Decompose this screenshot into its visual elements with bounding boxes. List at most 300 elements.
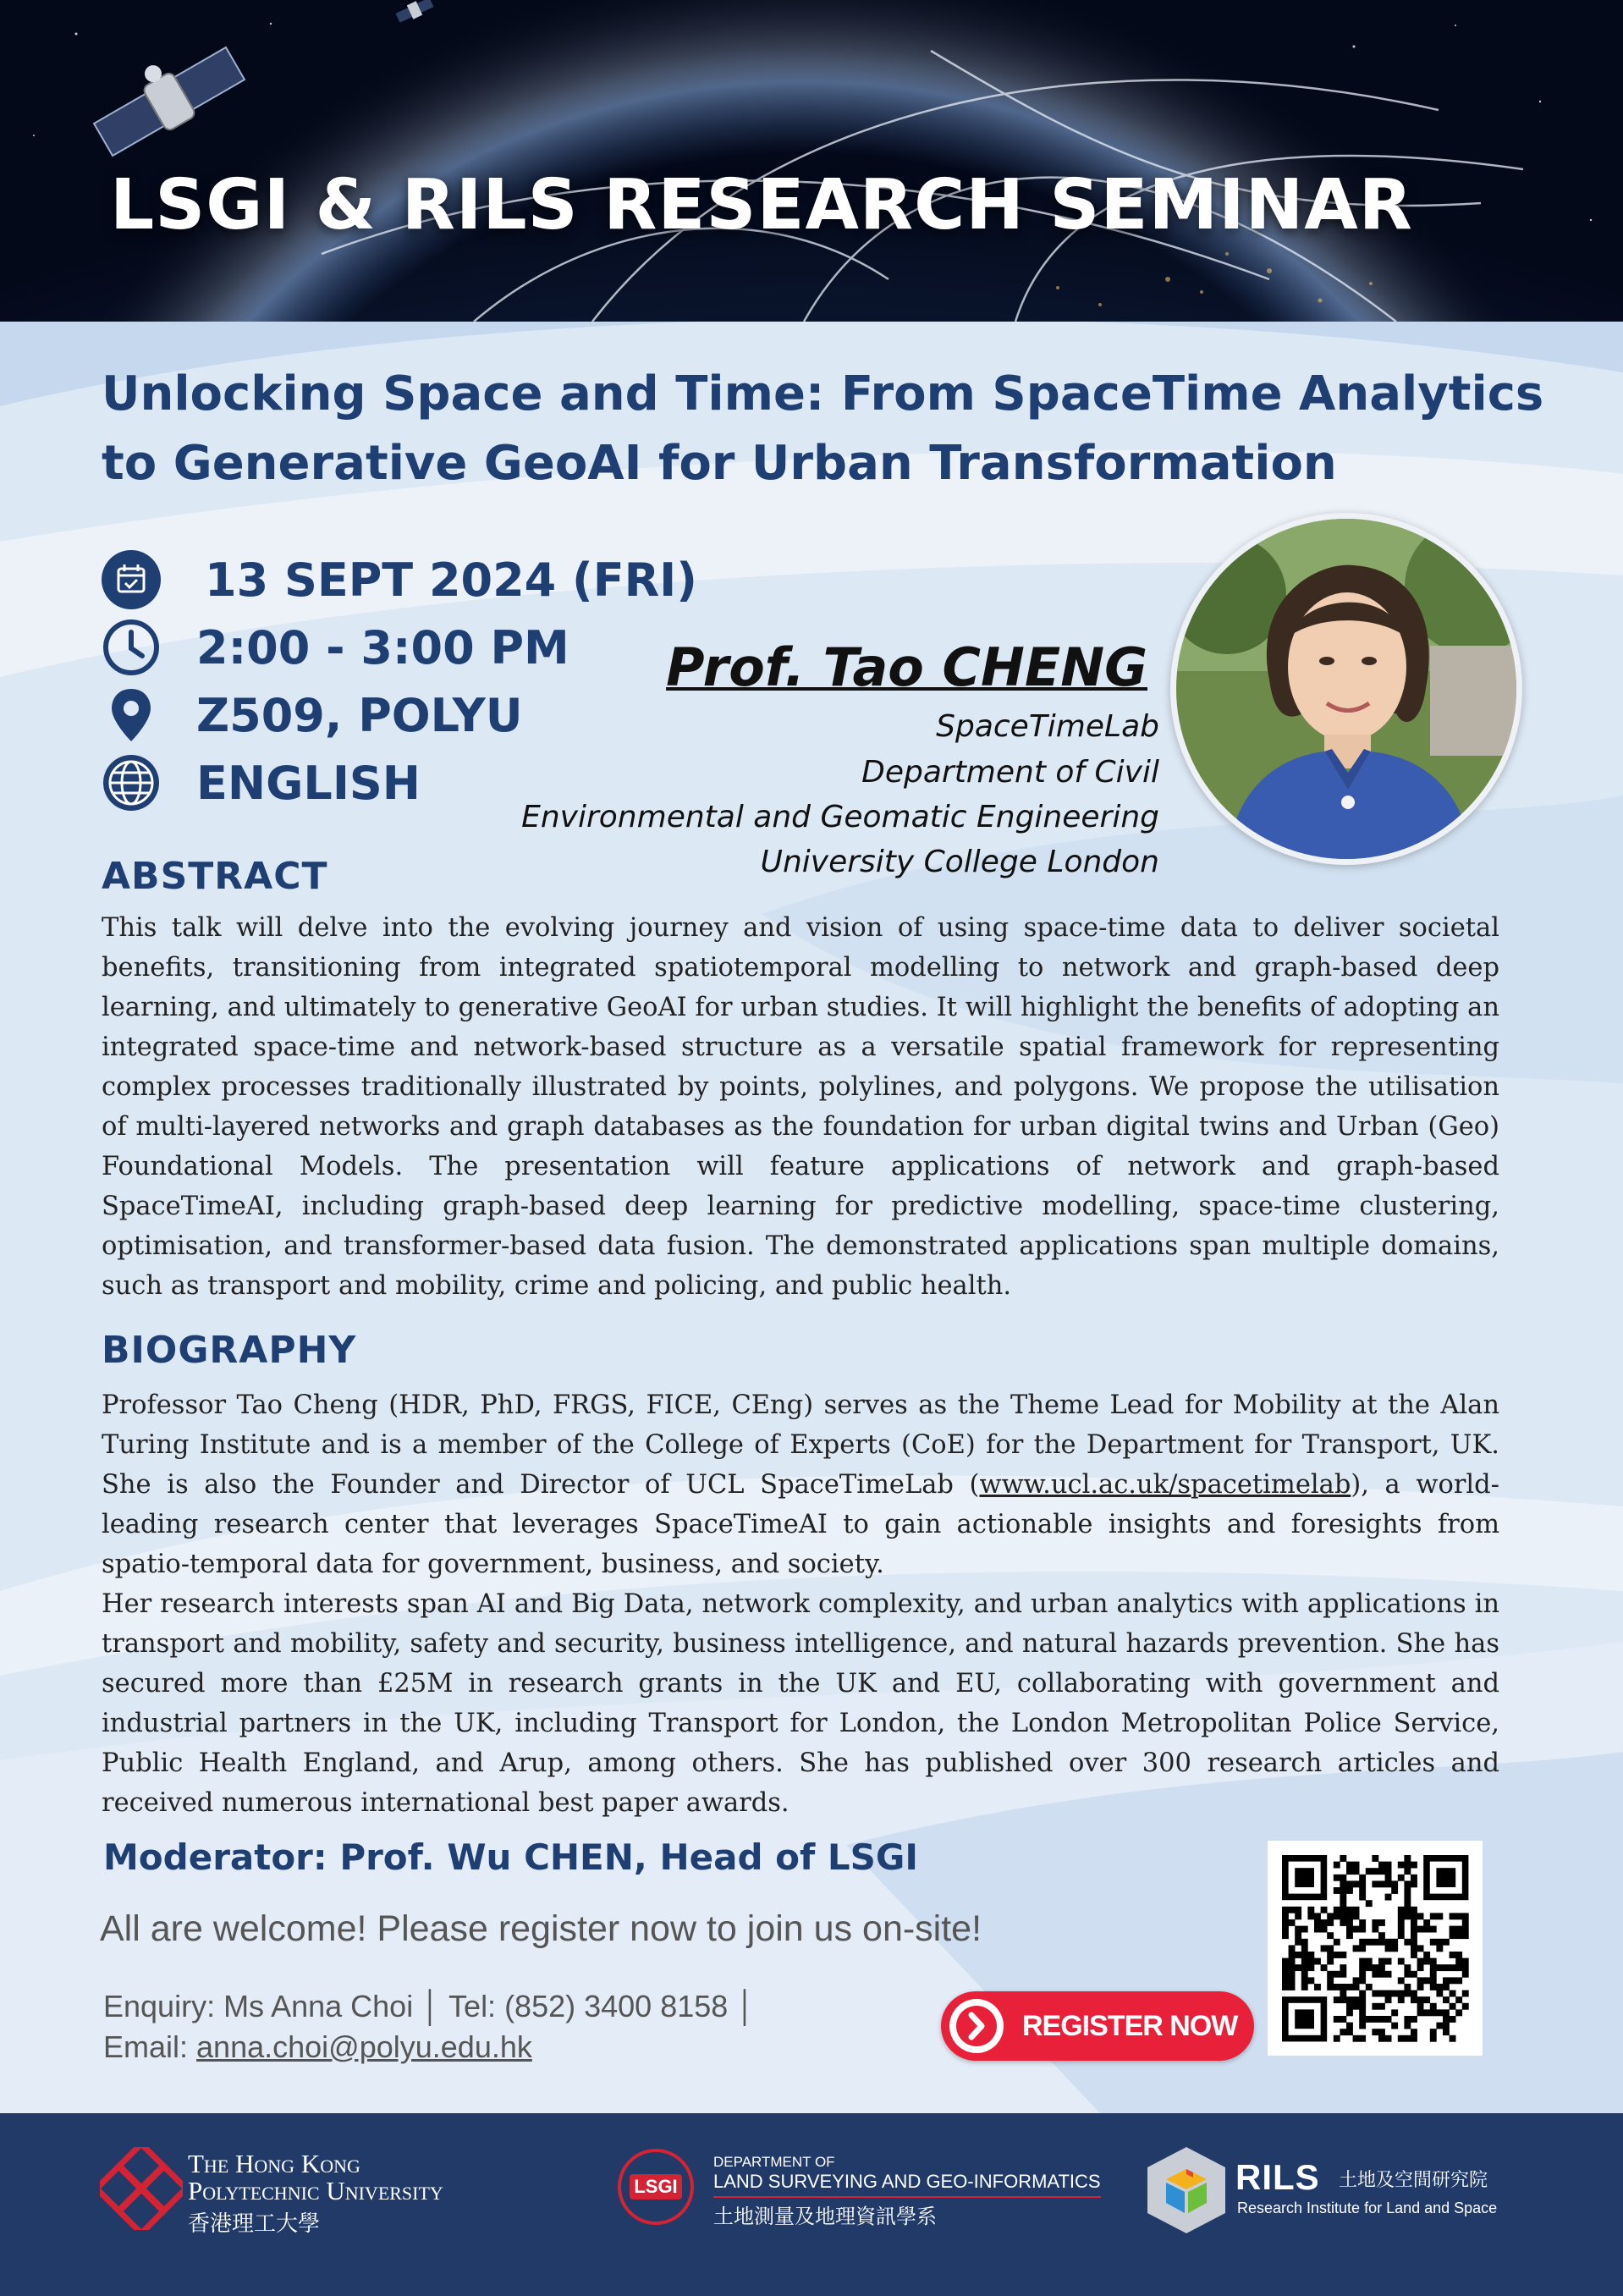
qr-module	[1334, 1913, 1340, 1919]
qr-module	[1359, 1964, 1366, 1971]
qr-module	[1282, 1958, 1289, 1965]
lsgi-logo	[618, 2149, 694, 2225]
qr-module	[1372, 2003, 1378, 2010]
qr-module	[1372, 1880, 1378, 1887]
qr-module	[1340, 1964, 1346, 1971]
qr-module	[1455, 2009, 1462, 2016]
qr-module	[1366, 1964, 1373, 1971]
qr-module	[1417, 1964, 1424, 1971]
qr-module	[1366, 2016, 1373, 2023]
qr-module	[1314, 1926, 1321, 1933]
qr-module	[1378, 2029, 1385, 2035]
qr-module	[1411, 1880, 1417, 1887]
qr-module	[1455, 1977, 1462, 1984]
polyu-name-chinese: 香港理工大學	[188, 2211, 321, 2236]
speaker-department: Department of Civil	[861, 755, 1159, 790]
qr-module	[1404, 1868, 1411, 1875]
qr-module	[1289, 1958, 1296, 1965]
qr-module	[1417, 1958, 1424, 1965]
qr-module	[1282, 1971, 1289, 1978]
qr-module	[1340, 1900, 1346, 1907]
qr-module	[1417, 1984, 1424, 1990]
qr-module	[1359, 2035, 1366, 2042]
language-row	[102, 753, 421, 812]
speaker-photo	[1170, 513, 1522, 865]
qr-module	[1443, 1996, 1450, 2003]
qr-module	[1411, 1913, 1417, 1919]
qr-module	[1321, 1926, 1328, 1933]
qr-module	[1404, 1939, 1411, 1946]
qr-module	[1411, 1952, 1417, 1958]
qr-module	[1366, 1958, 1373, 1965]
qr-finder-pattern	[1295, 2009, 1314, 2029]
qr-module	[1346, 2023, 1353, 2029]
qr-module	[1462, 1932, 1469, 1939]
rils-cube-icon	[1142, 2144, 1230, 2237]
qr-module	[1346, 2009, 1353, 2016]
qr-module	[1430, 1984, 1437, 1990]
qr-module	[1314, 1919, 1321, 1926]
qr-module	[1404, 1894, 1411, 1901]
qr-module	[1282, 1964, 1289, 1971]
qr-module	[1346, 2029, 1353, 2035]
qr-module	[1353, 1945, 1360, 1952]
qr-module	[1430, 1964, 1437, 1971]
qr-module	[1423, 1977, 1430, 1984]
qr-module	[1450, 2003, 1456, 2010]
qr-module	[1359, 1926, 1366, 1933]
qr-module	[1340, 1880, 1346, 1887]
seminar-time: 2:00 - 3:00 PM	[196, 620, 569, 674]
qr-module	[1436, 1990, 1443, 1997]
qr-module	[1443, 2009, 1450, 2016]
qr-module	[1450, 2035, 1456, 2042]
qr-module	[1455, 1996, 1462, 2003]
qr-module	[1289, 1971, 1296, 1978]
speaker-university: University College London	[760, 845, 1159, 879]
talk-title	[102, 360, 1557, 498]
qr-module	[1411, 2029, 1417, 2035]
qr-module	[1301, 1984, 1308, 1990]
qr-module	[1462, 1913, 1469, 1919]
qr-module	[1385, 1945, 1392, 1952]
qr-module	[1391, 1945, 1398, 1952]
time-row	[102, 618, 569, 677]
qr-module	[1430, 2029, 1437, 2035]
email-line	[103, 2029, 532, 2065]
biography-text-a: Professor Tao Cheng (HDR, PhD, FRGS, FICE, CEng) serves as the Theme Lead for Mobility at the Alan Turing Institute and is a member of the College of Experts (CoE) for the Department for Transport, UK. She is also the Founder and Director of UCL SpaceTimeLab (	[102, 1390, 1499, 1500]
qr-module	[1417, 1977, 1424, 1984]
polyu-emblem-icon	[100, 2147, 183, 2230]
qr-module	[1404, 1907, 1411, 1913]
qr-module	[1353, 1880, 1360, 1887]
qr-module	[1359, 1919, 1366, 1926]
qr-module	[1411, 1907, 1417, 1913]
qr-module	[1307, 1913, 1314, 1919]
qr-module	[1404, 2023, 1411, 2029]
qr-module	[1462, 1958, 1469, 1965]
qr-module	[1378, 1932, 1385, 1939]
biography-paragraph-1	[102, 1385, 1499, 1584]
qr-module	[1398, 1926, 1405, 1933]
qr-module	[1282, 1907, 1289, 1913]
qr-module	[1378, 1958, 1385, 1965]
lsgi-dept-chinese: 土地測量及地理資訊學系	[713, 2205, 937, 2228]
qr-module	[1301, 1958, 1308, 1965]
qr-module	[1289, 1964, 1296, 1971]
qr-module	[1353, 1862, 1360, 1869]
qr-module	[1462, 1990, 1469, 1997]
qr-module	[1404, 1862, 1411, 1869]
qr-module	[1462, 1926, 1469, 1933]
qr-module	[1289, 1919, 1296, 1926]
qr-module	[1398, 1875, 1405, 1881]
spacetimelab-link[interactable]: www.ucl.ac.uk/spacetimelab	[979, 1470, 1351, 1500]
register-label: REGISTER NOW	[1022, 2009, 1238, 2042]
qr-module	[1282, 1919, 1289, 1926]
qr-module	[1417, 1996, 1424, 2003]
qr-module	[1353, 1926, 1360, 1933]
qr-module	[1353, 1984, 1360, 1990]
qr-module	[1372, 1971, 1378, 1978]
lsgi-dept-label: DEPARTMENT OF	[713, 2154, 835, 2170]
qr-module	[1359, 1990, 1366, 1997]
rils-logo	[1142, 2144, 1230, 2237]
qr-module	[1340, 1887, 1346, 1894]
qr-module	[1378, 1971, 1385, 1978]
qr-module	[1423, 1996, 1430, 2003]
qr-module	[1372, 1919, 1378, 1926]
qr-module	[1430, 1971, 1437, 1978]
qr-module	[1436, 2023, 1443, 2029]
qr-module	[1353, 1868, 1360, 1875]
qr-module	[1378, 1880, 1385, 1887]
qr-module	[1404, 1900, 1411, 1907]
qr-module	[1301, 1939, 1308, 1946]
qr-module	[1289, 1907, 1296, 1913]
qr-module	[1411, 1990, 1417, 1997]
qr-module	[1340, 1913, 1346, 1919]
qr-module	[1436, 1945, 1443, 1952]
rils-english-name: Research Institute for Land and Space	[1237, 2200, 1498, 2216]
qr-module	[1346, 2003, 1353, 2010]
qr-module	[1378, 1862, 1385, 1869]
qr-module	[1295, 1913, 1301, 1919]
qr-module	[1334, 1996, 1340, 2003]
qr-module	[1372, 2029, 1378, 2035]
qr-module	[1372, 1964, 1378, 1971]
qr-module	[1430, 2035, 1437, 2042]
qr-module	[1346, 1932, 1353, 1939]
qr-module	[1455, 1926, 1462, 1933]
qr-module	[1443, 1939, 1450, 1946]
qr-module	[1436, 1964, 1443, 1971]
qr-module	[1411, 1932, 1417, 1939]
qr-module	[1404, 1913, 1411, 1919]
email-link[interactable]: anna.choi@polyu.edu.hk	[196, 2029, 532, 2064]
earth-night-image	[0, 0, 1623, 322]
qr-module	[1443, 1984, 1450, 1990]
qr-module	[1443, 2016, 1450, 2023]
qr-module	[1340, 1894, 1346, 1901]
qr-module	[1282, 1913, 1289, 1919]
email-label: Email:	[103, 2029, 197, 2064]
qr-module	[1391, 1880, 1398, 1887]
qr-module	[1462, 1964, 1469, 1971]
seminar-date: 13 SEPT 2024 (FRI)	[205, 553, 697, 607]
qr-module	[1411, 1875, 1417, 1881]
qr-module	[1450, 1990, 1456, 1997]
qr-module	[1334, 2035, 1340, 2042]
qr-module	[1334, 1907, 1340, 1913]
qr-module	[1450, 2016, 1456, 2023]
qr-module	[1398, 1996, 1405, 2003]
qr-module	[1307, 1958, 1314, 1965]
speaker-department-cont: Environmental and Geomatic Engineering	[521, 800, 1159, 834]
qr-module	[1404, 1984, 1411, 1990]
qr-module	[1359, 2003, 1366, 2010]
qr-module	[1391, 2009, 1398, 2016]
qr-module	[1307, 1977, 1314, 1984]
qr-module	[1404, 1971, 1411, 1978]
qr-module	[1359, 1971, 1366, 1978]
qr-module	[1327, 1977, 1334, 1984]
qr-module	[1295, 1932, 1301, 1939]
qr-module	[1334, 1952, 1340, 1958]
qr-module	[1282, 1984, 1289, 1990]
qr-module	[1430, 1958, 1437, 1965]
qr-module	[1359, 2023, 1366, 2029]
qr-module	[1404, 2035, 1411, 2042]
qr-module	[1340, 1990, 1346, 1997]
qr-module	[1289, 1952, 1296, 1958]
qr-module	[1378, 1990, 1385, 1997]
qr-module	[1436, 1939, 1443, 1946]
qr-module	[1359, 1945, 1366, 1952]
qr-module	[1289, 1945, 1296, 1952]
qr-module	[1372, 1990, 1378, 1997]
qr-module	[1430, 2003, 1437, 2010]
qr-module	[1327, 1958, 1334, 1965]
qr-module	[1398, 1990, 1405, 1997]
qr-module	[1378, 2035, 1385, 2042]
lsgi-dept-name: LAND SURVEYING AND GEO-INFORMATICS	[713, 2171, 1101, 2198]
qr-module	[1436, 1913, 1443, 1919]
qr-module	[1417, 2009, 1424, 2016]
qr-module	[1353, 1907, 1360, 1913]
qr-module	[1307, 1952, 1314, 1958]
qr-module	[1353, 2035, 1360, 2042]
qr-module	[1417, 1913, 1424, 1919]
calendar-icon	[102, 550, 161, 609]
date-row	[102, 550, 697, 609]
qr-module	[1450, 1964, 1456, 1971]
qr-module	[1378, 2003, 1385, 2010]
qr-module	[1289, 1977, 1296, 1984]
qr-module	[1385, 1971, 1392, 1978]
qr-module	[1346, 1862, 1353, 1869]
qr-module	[1378, 1868, 1385, 1875]
qr-module	[1346, 1984, 1353, 1990]
qr-module	[1411, 1945, 1417, 1952]
qr-module	[1321, 1945, 1328, 1952]
qr-module	[1346, 1996, 1353, 2003]
qr-module	[1462, 1971, 1469, 1978]
qr-module	[1372, 1939, 1378, 1946]
qr-module	[1353, 1977, 1360, 1984]
qr-module	[1455, 1932, 1462, 1939]
qr-module	[1340, 1855, 1346, 1862]
qr-module	[1334, 1939, 1340, 1946]
qr-module	[1353, 1913, 1360, 1919]
venue-row	[102, 685, 523, 745]
qr-module	[1450, 1932, 1456, 1939]
qr-module	[1443, 2023, 1450, 2029]
qr-module	[1359, 1958, 1366, 1965]
qr-module	[1455, 1964, 1462, 1971]
qr-module	[1366, 1939, 1373, 1946]
qr-module	[1372, 1855, 1378, 1862]
qr-module	[1450, 1926, 1456, 1933]
qr-module	[1436, 1984, 1443, 1990]
enquiry-line: Enquiry: Ms Anna Choi │ Tel: (852) 3400 8158 │	[103, 1989, 756, 2023]
qr-module	[1327, 1971, 1334, 1978]
qr-module	[1404, 1855, 1411, 1862]
qr-module	[1443, 1977, 1450, 1984]
speaker-lab: SpaceTimeLab	[936, 709, 1159, 744]
biography-heading: BIOGRAPHY	[102, 1329, 357, 1372]
qr-module	[1346, 1880, 1353, 1887]
qr-module	[1346, 1913, 1353, 1919]
qr-module	[1327, 1919, 1334, 1926]
qr-module	[1411, 2035, 1417, 2042]
qr-module	[1423, 1919, 1430, 1926]
qr-module	[1404, 1887, 1411, 1894]
qr-module	[1366, 1868, 1373, 1875]
qr-module	[1295, 1907, 1301, 1913]
qr-module	[1385, 1939, 1392, 1946]
qr-module	[1411, 1996, 1417, 2003]
qr-module	[1340, 2016, 1346, 2023]
globe-icon	[102, 753, 161, 812]
qr-module	[1378, 2016, 1385, 2023]
qr-module	[1423, 1926, 1430, 1933]
register-now-button[interactable]	[941, 1991, 1254, 2061]
qr-module	[1411, 1926, 1417, 1933]
qr-module	[1353, 1996, 1360, 2003]
abstract-text: This talk will delve into the evolving journey and vision of using space-time data to deliver societal benefits, transitioning from integrated spatiotemporal modelling to network and graph-based deep learning, and ultimately to generative GeoAI for urban studies. It will highlight the benefits of adopting an integrated space-time and network-based structure as a versatile spatial framework for representing complex processes traditionally illustrated by points, polylines, and polygons. We propose the utilisation of multi-layered networks and graph databases as the foundation for urban digital twins and Urban (Geo) Foundational Models. The presentation will feature applications of network and graph-based SpaceTimeAI, including graph-based deep learning for predictive modelling, space-time clustering, optimisation, and transformer-based data fusion. The demonstrated applications span multiple domains, such as transport and mobility, crime and policing, and public health.	[102, 913, 1499, 1301]
qr-module	[1385, 1958, 1392, 1965]
qr-module	[1398, 1958, 1405, 1965]
abstract-heading: ABSTRACT	[102, 855, 328, 898]
qr-module	[1334, 1875, 1340, 1881]
qr-module	[1398, 1977, 1405, 1984]
qr-module	[1450, 1977, 1456, 1984]
qr-module	[1430, 1939, 1437, 1946]
qr-module	[1295, 1952, 1301, 1958]
qr-module	[1450, 1952, 1456, 1958]
qr-module	[1340, 1952, 1346, 1958]
qr-module	[1295, 1964, 1301, 1971]
qr-module	[1404, 2016, 1411, 2023]
qr-module	[1340, 1907, 1346, 1913]
qr-module	[1430, 1913, 1437, 1919]
qr-module	[1430, 2009, 1437, 2016]
talk-title-line1: Unlocking Space and Time: From SpaceTime Analytics	[102, 366, 1544, 421]
qr-module	[1455, 1913, 1462, 1919]
qr-module	[1398, 1907, 1405, 1913]
seminar-language: ENGLISH	[196, 756, 421, 810]
qr-module	[1385, 1880, 1392, 1887]
qr-module	[1321, 1919, 1328, 1926]
polyu-name-line1: The Hong Kong	[188, 2149, 360, 2178]
registration-qr-code[interactable]	[1268, 1841, 1483, 2056]
qr-module	[1359, 1977, 1366, 1984]
qr-module	[1282, 1932, 1289, 1939]
qr-module	[1334, 1862, 1340, 1869]
qr-module	[1385, 1996, 1392, 2003]
qr-module	[1385, 1868, 1392, 1875]
biography-paragraph-2: Her research interests span AI and Big Data, network complexity, and urban analytics with applications in transport and mobility, safety and security, business intelligence, and natural hazards prevention. She has secured more than £25M in research grants in the UK and EU, collaborating with government and industrial partners in the UK, including Transport for London, the London Metropolitan Police Service, Public Health England, and Arup, among others. She has published over 300 research articles and received numerous international best paper awards.	[102, 1589, 1499, 1818]
qr-module	[1340, 1875, 1346, 1881]
qr-module	[1353, 2003, 1360, 2010]
qr-module	[1346, 1907, 1353, 1913]
qr-module	[1314, 1984, 1321, 1990]
qr-module	[1443, 1964, 1450, 1971]
qr-module	[1340, 1984, 1346, 1990]
qr-module	[1366, 1900, 1373, 1907]
qr-module	[1359, 1880, 1366, 1887]
qr-module	[1411, 1862, 1417, 1869]
header-banner	[0, 0, 1623, 322]
qr-module	[1423, 1958, 1430, 1965]
qr-module	[1334, 1984, 1340, 1990]
qr-module	[1450, 1913, 1456, 1919]
qr-module	[1282, 1977, 1289, 1984]
qr-module	[1455, 1952, 1462, 1958]
biography-text-b: ), a world-leading research center that leverages SpaceTimeAI to gain actionable insights and foresights from spatio-temporal data for government, business, and society.	[102, 1470, 1499, 1579]
qr-module	[1404, 1990, 1411, 1997]
qr-module	[1385, 2035, 1392, 2042]
qr-module	[1398, 1913, 1405, 1919]
qr-module	[1307, 1964, 1314, 1971]
qr-module	[1436, 2009, 1443, 2016]
qr-module	[1411, 2016, 1417, 2023]
qr-module	[1391, 1990, 1398, 1997]
qr-module	[1334, 1971, 1340, 1978]
qr-module	[1295, 1926, 1301, 1933]
qr-module	[1334, 1887, 1340, 1894]
rils-abbr: RILS	[1235, 2157, 1320, 2197]
qr-module	[1430, 1926, 1437, 1933]
qr-module	[1301, 1945, 1308, 1952]
qr-module	[1359, 2009, 1366, 2016]
qr-module	[1359, 1875, 1366, 1881]
qr-module	[1327, 1984, 1334, 1990]
qr-module	[1340, 2029, 1346, 2035]
qr-module	[1404, 1964, 1411, 1971]
qr-module	[1417, 2003, 1424, 2010]
qr-module	[1385, 1894, 1392, 1901]
moderator-line: Moderator: Prof. Wu CHEN, Head of LSGI	[103, 1836, 918, 1878]
qr-module	[1411, 1971, 1417, 1978]
polyu-logo	[100, 2147, 183, 2230]
qr-module	[1359, 1887, 1366, 1894]
qr-module	[1372, 1926, 1378, 1933]
seminar-series-title: LSGI & RILS RESEARCH SEMINAR	[110, 165, 1413, 245]
qr-module	[1385, 1862, 1392, 1869]
location-pin-icon	[102, 685, 161, 745]
